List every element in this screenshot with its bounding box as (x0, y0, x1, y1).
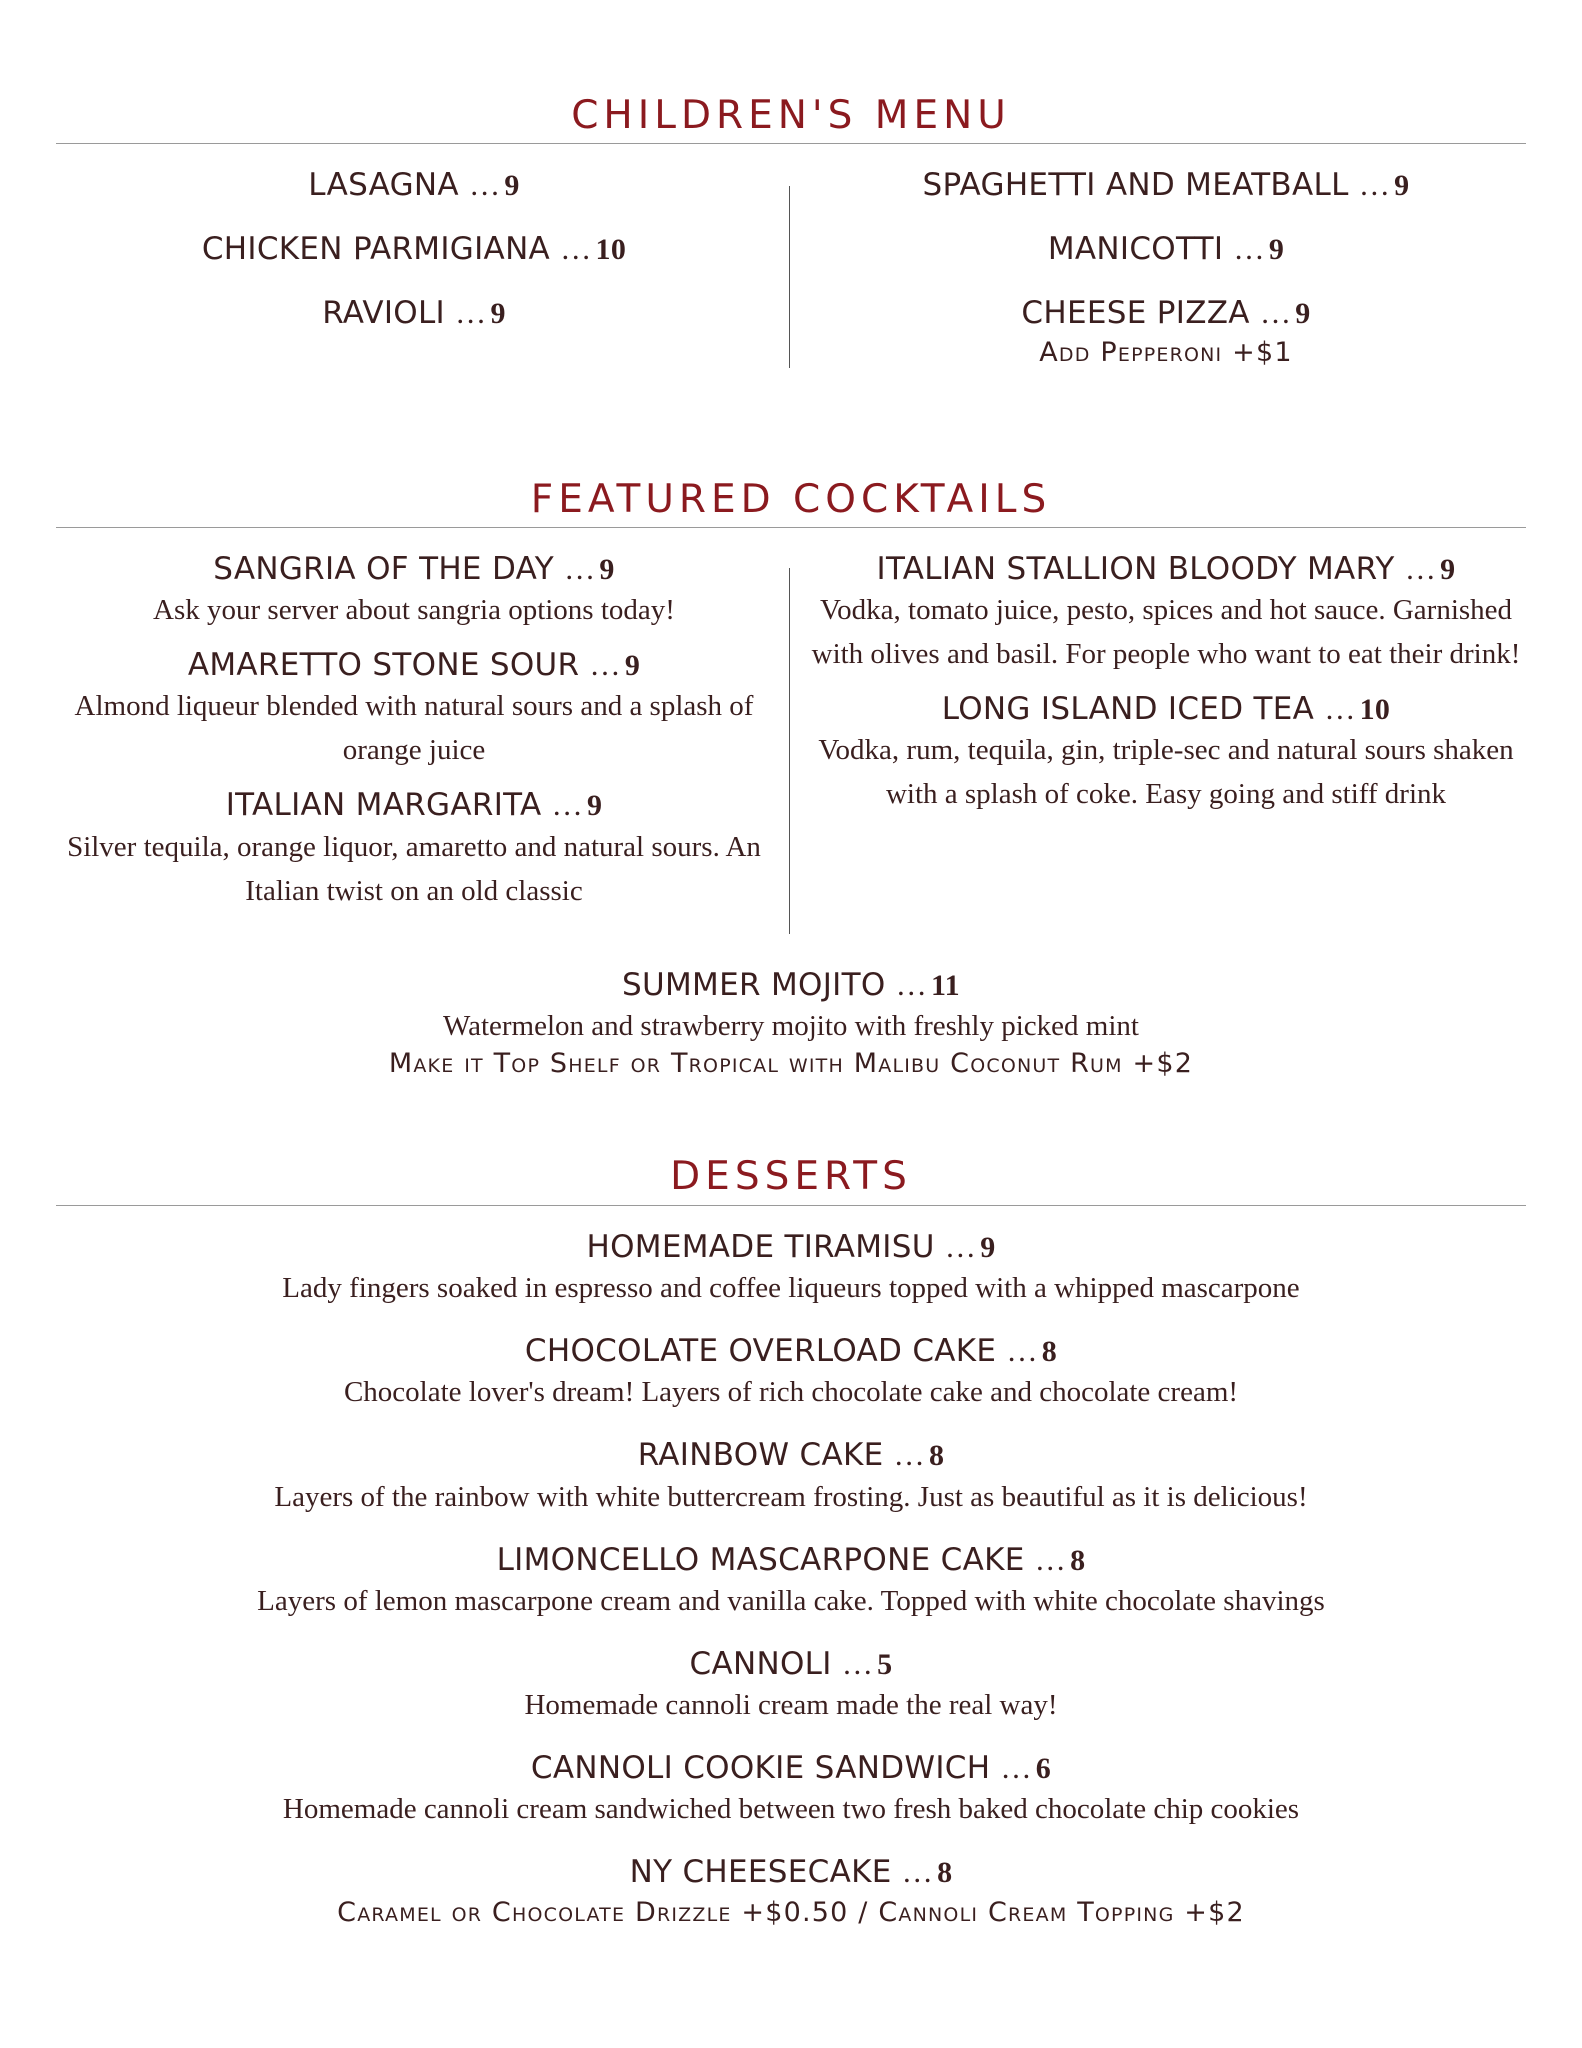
childrens-right-column (806, 166, 1526, 369)
item-note: Make it Top Shelf or Tropical with Malibu Coconut Rum +$2 (388, 1048, 1194, 1080)
menu-item (56, 1436, 1526, 1518)
item-name: CHOCOLATE OVERLOAD CAKE … 8 (524, 1333, 1058, 1370)
item-name: NY CHEESECAKE … 8 (629, 1854, 953, 1891)
menu-item (806, 166, 1526, 204)
item-name: HOMEMADE TIRAMISU … 9 (586, 1229, 996, 1265)
menu-item (806, 294, 1526, 369)
item-price: 10 (1359, 693, 1391, 727)
item-price: 8 (928, 1439, 945, 1473)
section-title-featured-cocktails: FEATURED COCKTAILS (530, 477, 1052, 522)
item-description: Layers of the rainbow with white buttercream frosting. Just as beautiful as it is delicious! (274, 1480, 1308, 1513)
menu-item (56, 166, 772, 204)
cocktails-left-column (56, 550, 772, 913)
menu-item (56, 1645, 1526, 1727)
menu-item (56, 1853, 1526, 1930)
item-description: Ask your server about sangria options today! (153, 594, 675, 627)
item-price: 9 (504, 169, 520, 202)
item-description: Silver tequila, orange liquor, amaretto and natural sours. An Italian twist on an old classic (67, 830, 761, 907)
menu-item (806, 550, 1526, 676)
item-name: ITALIAN MARGARITA … 9 (225, 787, 603, 824)
item-name: ITALIAN STALLION BLOODY MARY … 9 (876, 551, 1456, 587)
cocktail-featured-full (56, 966, 1526, 1081)
item-name: AMARETTO STONE SOUR … 9 (187, 647, 641, 684)
item-name: SUMMER MOJITO … 11 (622, 967, 960, 1003)
menu-item (56, 294, 772, 332)
item-price: 8 (1070, 1543, 1086, 1577)
item-price: 9 (586, 789, 603, 823)
item-note: Add Pepperoni +$1 (1039, 336, 1293, 368)
cocktails-right-column (806, 550, 1526, 816)
item-price: 11 (931, 969, 960, 1002)
item-price: 9 (624, 649, 641, 683)
item-name: SPAGHETTI AND MEATBALL … 9 (922, 167, 1410, 203)
item-name: CANNOLI … 5 (689, 1645, 893, 1682)
item-price: 5 (877, 1647, 893, 1681)
item-name: LASAGNA … 9 (308, 167, 520, 203)
section-title-childrens-menu: CHILDREN'S MENU (571, 93, 1011, 138)
item-description: Chocolate lover's dream! Layers of rich chocolate cake and chocolate cream! (343, 1376, 1239, 1409)
item-description: Homemade cannoli cream sandwiched between two fresh baked chocolate chip cookies (282, 1793, 1300, 1826)
item-price: 9 (1268, 233, 1285, 267)
item-name: MANICOTTI … 9 (1047, 231, 1285, 268)
item-description: Vodka, rum, tequila, gin, triple-sec and natural sours shaken with a splash of coke. Easy going and stiff drink (818, 734, 1514, 811)
item-name: RAINBOW CAKE … 8 (637, 1437, 945, 1474)
item-price: 9 (1440, 553, 1456, 586)
desserts-column (56, 1228, 1526, 1930)
menu-item (56, 1541, 1526, 1623)
menu-item (56, 230, 772, 268)
item-note: Caramel or Chocolate Drizzle +$0.50 / Cannoli Cream Topping +$2 (337, 1897, 1245, 1929)
section-rule (56, 527, 1526, 528)
column-divider (789, 186, 790, 368)
item-price: 6 (1035, 1751, 1052, 1785)
item-name: RAVIOLI … 9 (322, 295, 506, 332)
item-price: 10 (595, 233, 627, 267)
item-name: CHEESE PIZZA … 9 (1021, 295, 1311, 332)
item-description: Lady fingers soaked in espresso and coffee liqueurs topped with a whipped mascarpone (282, 1272, 1300, 1305)
menu-item (56, 550, 772, 632)
item-price: 8 (937, 1856, 953, 1890)
item-name: SANGRIA OF THE DAY … 9 (213, 551, 615, 587)
menu-item (56, 966, 1526, 1081)
item-name: LONG ISLAND ICED TEA … 10 (941, 691, 1391, 728)
menu-item (56, 786, 772, 912)
item-price: 9 (980, 1231, 996, 1264)
menu-item (806, 690, 1526, 816)
menu-item (56, 1332, 1526, 1414)
menu-item (806, 230, 1526, 268)
menu-item (56, 1228, 1526, 1310)
section-rule (56, 1205, 1526, 1206)
column-divider (789, 568, 790, 934)
item-price: 8 (1041, 1335, 1058, 1369)
item-price: 9 (1394, 169, 1410, 202)
item-description: Vodka, tomato juice, pesto, spices and hot sauce. Garnished with olives and basil. For people who want to eat their drink! (811, 594, 1521, 671)
item-price: 9 (1295, 297, 1311, 331)
item-description: Almond liqueur blended with natural sours and a splash of orange juice (74, 690, 754, 767)
childrens-left-column (56, 166, 772, 333)
section-rule (56, 143, 1526, 144)
item-description: Layers of lemon mascarpone cream and vanilla cake. Topped with white chocolate shavings (257, 1584, 1325, 1617)
item-description: Homemade cannoli cream made the real way! (524, 1688, 1058, 1721)
item-description: Watermelon and strawberry mojito with freshly picked mint (443, 1010, 1139, 1043)
item-name: LIMONCELLO MASCARPONE CAKE … 8 (496, 1541, 1086, 1578)
menu-item (56, 646, 772, 772)
item-price: 9 (490, 297, 506, 331)
item-name: CHICKEN PARMIGIANA … 10 (201, 231, 627, 268)
section-title-desserts: DESSERTS (670, 1154, 912, 1199)
item-name: CANNOLI COOKIE SANDWICH … 6 (530, 1749, 1052, 1786)
menu-item (56, 1749, 1526, 1831)
item-price: 9 (599, 553, 615, 586)
